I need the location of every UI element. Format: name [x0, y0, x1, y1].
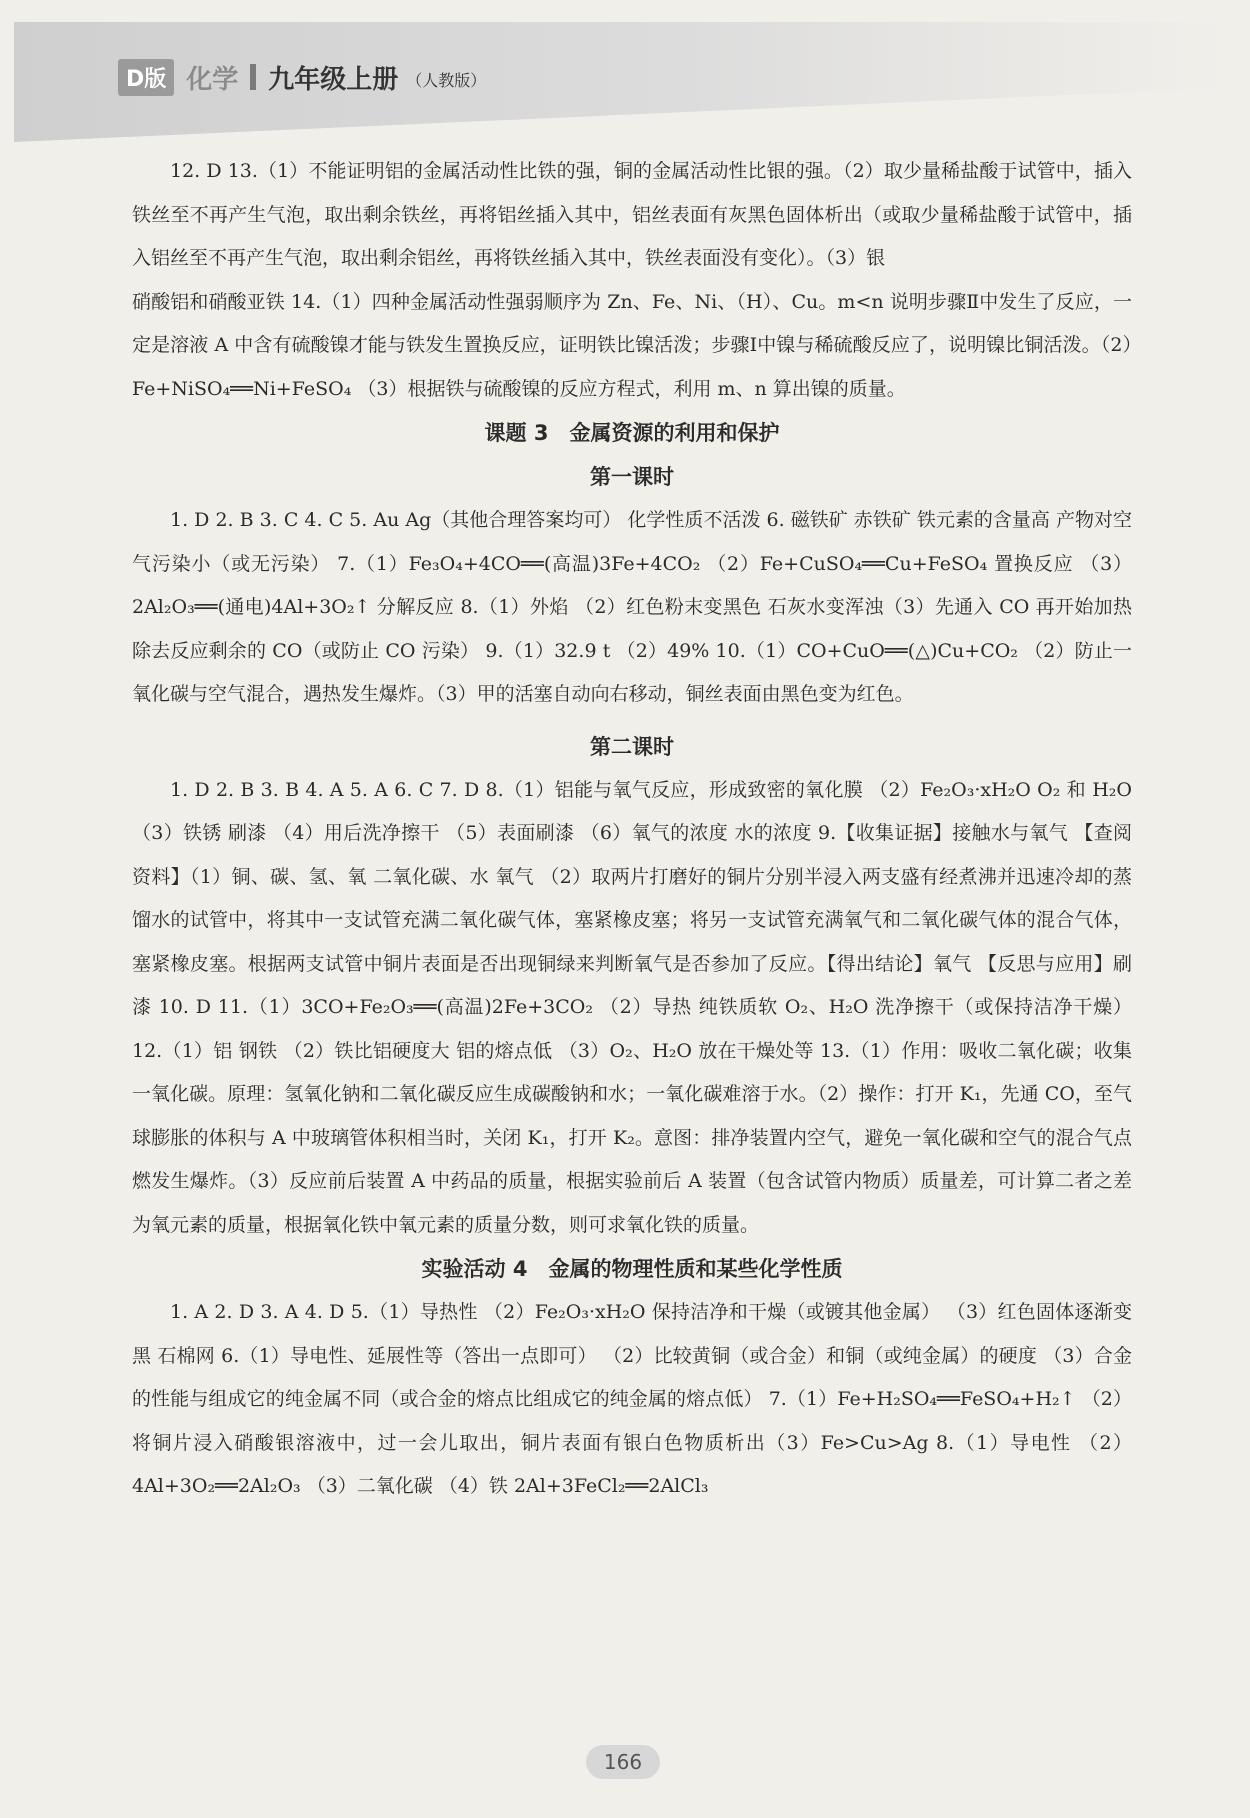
answer-paragraph: 1. A 2. D 3. A 4. D 5.（1）导热性 （2）Fe₂O₃·xH₂O 保持洁净和干燥（或镀其他金属） （3）红色固体逐渐变黑 石棉网 6.（1）导电性、延展性等（答出一点即可） （2）比较黄铜（或合金）和铜（或纯金属）的硬度 （3）合金的性能与组成它的纯金属不同（或合金的熔点比组成它的纯金属的熔点低） 7.（1）Fe+H₂SO₄══FeSO₄+H₂↑ （2）将铜片浸入硝酸银溶液中，过一会儿取出，铜片表面有银白色物质析出（3）Fe>Cu>Ag 8.（1）导电性 （2）4Al+3O₂══2Al₂O₃ （3）二氧化碳 （4）铁 2Al+3FeCl₂══2AlCl₃ — [132, 1301, 1132, 1497]
lesson-heading: 第二课时 — [590, 734, 674, 759]
answer-content — [132, 150, 1132, 1509]
section-heading: 课题 3 金属资源的利用和保护 — [484, 421, 780, 445]
header-divider — [250, 64, 256, 90]
version-label: （人教版） — [406, 70, 487, 90]
page-number: 166 — [586, 1745, 660, 1779]
answer-paragraph: 1. D 2. B 3. C 4. C 5. Au Ag（其他合理答案均可） 化学性质不活泼 6. 磁铁矿 赤铁矿 铁元素的含量高 产物对空气污染小（或无污染） 7.（1）Fe₃O₄+4CO══(高温)3Fe+4CO₂ （2）Fe+CuSO₄══Cu+FeSO₄ 置换反应 （3）2Al₂O₃══(通电)4Al+3O₂↑ 分解反应 8.（1）外焰 （2）红色粉末变黑色 石灰水变浑浊（3）先通入 CO 再开始加热 除去反应剩余的 CO（或防止 CO 污染） 9.（1）32.9 t （2）49% 10.（1）CO+CuO══(△)Cu+CO₂ （2）防止一氧化碳与空气混合，遇热发生爆炸。（3）甲的活塞自动向右移动，铜丝表面由黑色变为红色。 — [132, 509, 1132, 705]
answer-paragraph: 1. D 2. B 3. B 4. A 5. A 6. C 7. D 8.（1）铝能与氧气反应，形成致密的氧化膜 （2）Fe₂O₃·xH₂O O₂ 和 H₂O （3）铁锈 刷漆 （4）用后洗净擦干 （5）表面刷漆 （6）氧气的浓度 水的浓度 9.【收集证据】接触水与氧气 【查阅资料】（1）铜、碳、氢、氧 二氧化碳、水 氧气 （2）取两片打磨好的铜片分别半浸入两支盛有经煮沸并迅速冷却的蒸馏水的试管中，将其中一支试管充满二氧化碳气体，塞紧橡皮塞；将另一支试管充满氧气和二氧化碳气体的混合气体，塞紧橡皮塞。根据两支试管中铜片表面是否出现铜绿来判断氧气是否参加了反应。【得出结论】氧气 【反思与应用】刷漆 10. D 11.（1）3CO+Fe₂O₃══(高温)2Fe+3CO₂ （2）导热 纯铁质软 O₂、H₂O 洗净擦干（或保持洁净干燥） 12.（1）铝 钢铁 （2）铁比铝硬度大 铝的熔点低 （3）O₂、H₂O 放在干燥处等 13.（1）作用：吸收二氧化碳；收集一氧化碳。原理：氢氧化钠和二氧化碳反应生成碳酸钠和水；一氧化碳难溶于水。（2）操作：打开 K₁，先通 CO，至气球膨胀的体积与 A 中玻璃管体积相当时，关闭 K₁，打开 K₂。意图：排净装置内空气，避免一氧化碳和空气的混合气点燃发生爆炸。（3）反应前后装置 A 中药品的质量，根据实验前后 A 装置（包含试管内物质）质量差，可计算二者之差为氧元素的质量，根据氧化铁中氧元素的质量分数，则可求氧化铁的质量。 — [132, 778, 1132, 1236]
answer-paragraph: 12. D 13.（1）不能证明铝的金属活动性比铁的强，铜的金属活动性比银的强。（2）取少量稀盐酸于试管中，插入铁丝至不再产生气泡，取出剩余铁丝，再将铝丝插入其中，铝丝表面有灰黑色固体析出（或取少量稀盐酸于试管中，插入铝丝至不再产生气泡，取出剩余铝丝，再将铁丝插入其中，铁丝表面没有变化）。（3）银 — [132, 160, 1132, 269]
lesson-heading: 第一课时 — [590, 465, 674, 489]
header-title-row — [118, 58, 486, 96]
section-heading: 实验活动 4 金属的物理性质和某些化学性质 — [421, 1257, 843, 1281]
subject-label: 化学 — [186, 64, 239, 95]
grade-label: 九年级上册 — [268, 64, 399, 95]
answer-paragraph: 硝酸铝和硝酸亚铁 14.（1）四种金属活动性强弱顺序为 Zn、Fe、Ni、（H）、Cu。m<n 说明步骤Ⅱ中发生了反应，一定是溶液 A 中含有硫酸镍才能与铁发生置换反应，证明铁比镍活泼；步骤Ⅰ中镍与稀硫酸反应了，说明镍比铜活泼。（2）Fe+NiSO₄══Ni+FeSO₄ （3）根据铁与硫酸镍的反应方程式，利用 m、n 算出镍的质量。 — [132, 290, 1132, 400]
edition-badge: D版 — [118, 59, 174, 96]
